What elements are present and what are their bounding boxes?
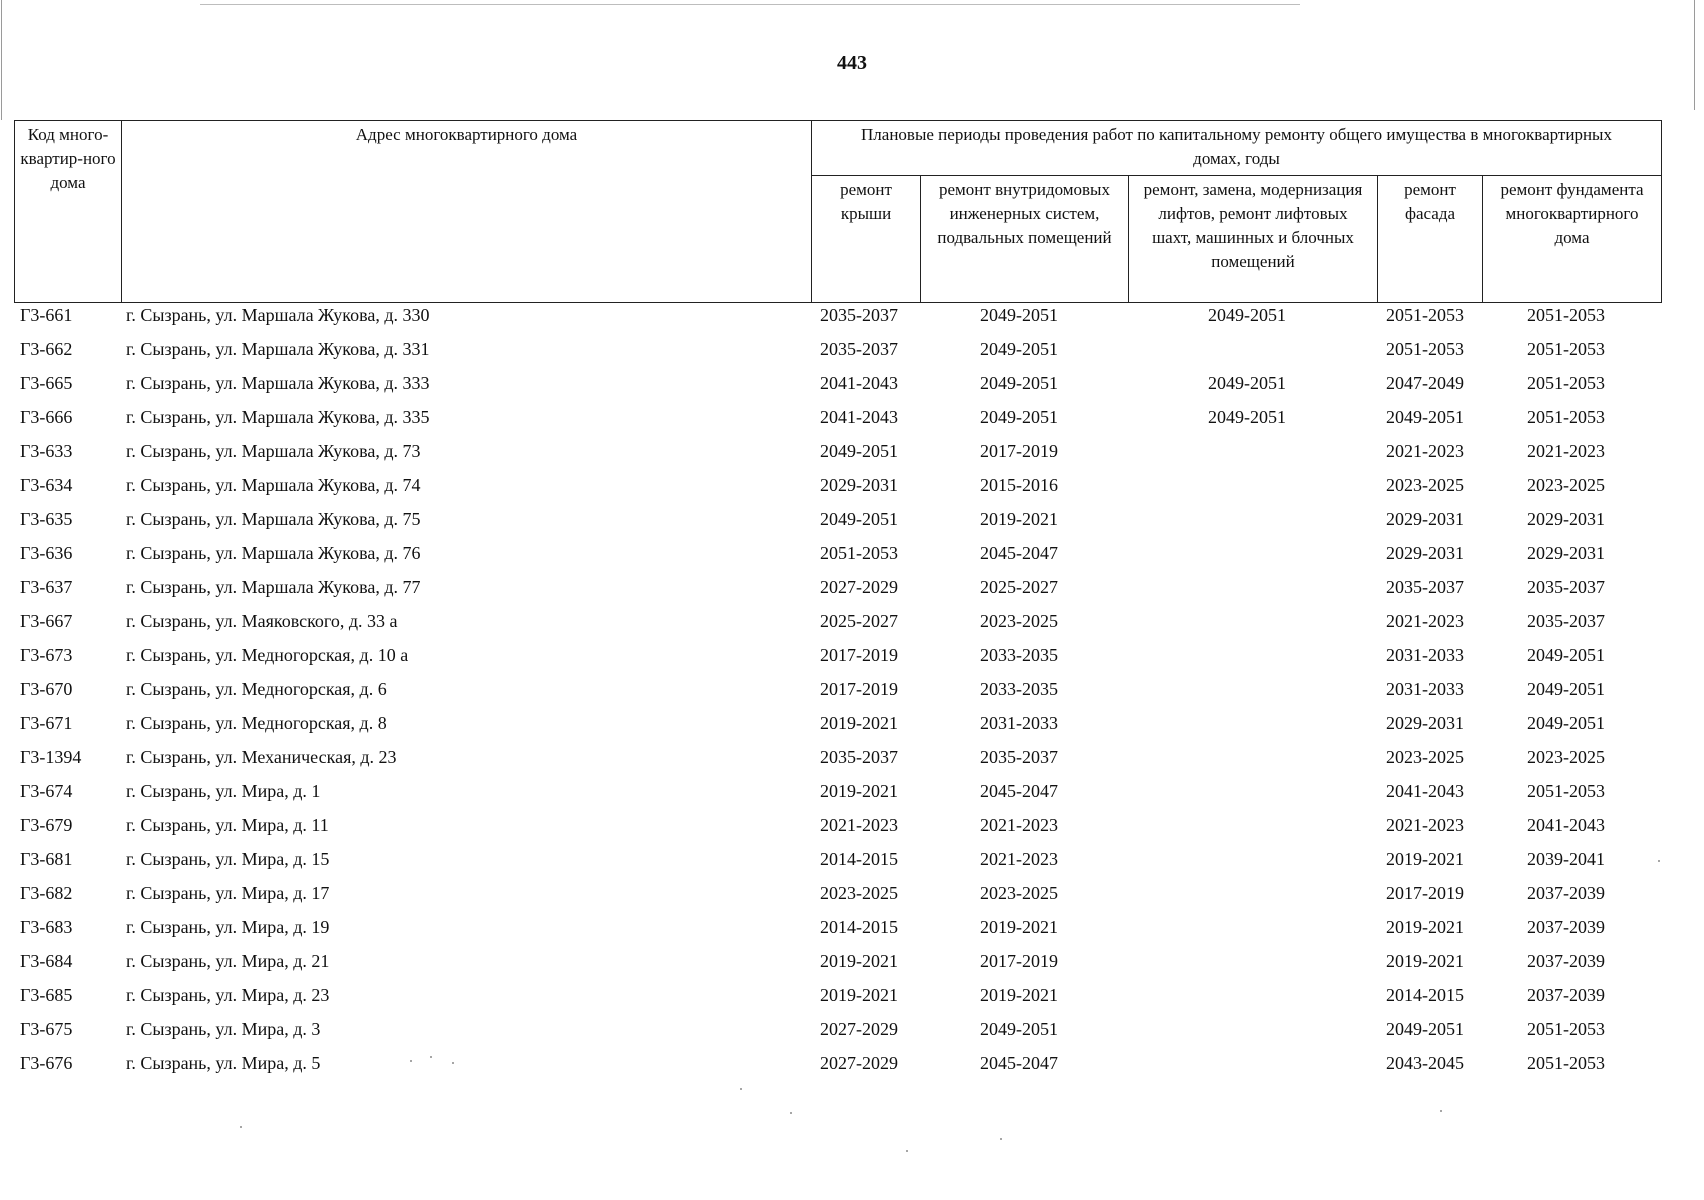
cell-engineering: 2019-2021 (980, 917, 1058, 937)
table-row (0, 1019, 1704, 1053)
cell-engineering: 2019-2021 (980, 985, 1058, 1005)
cell-foundation: 2051-2053 (1527, 781, 1605, 801)
cell-engineering: 2049-2051 (980, 407, 1058, 427)
header-code: Код много-квартир-ного дома (20, 125, 116, 192)
cell-facade: 2051-2053 (1386, 339, 1464, 359)
cell-engineering: 2049-2051 (980, 305, 1058, 325)
cell-code: Г3-671 (20, 713, 73, 733)
cell-foundation: 2051-2053 (1527, 1053, 1605, 1073)
cell-code: Г3-637 (20, 577, 73, 597)
cell-roof: 2041-2043 (820, 373, 898, 393)
cell-facade: 2014-2015 (1386, 985, 1464, 1005)
cell-engineering: 2049-2051 (980, 1019, 1058, 1039)
header-roof-cell (811, 175, 921, 303)
cell-foundation: 2049-2051 (1527, 645, 1605, 665)
cell-address: г. Сызрань, ул. Маршала Жукова, д. 331 (126, 339, 430, 359)
cell-code: Г3-674 (20, 781, 73, 801)
page-number: 443 (837, 52, 867, 74)
header-facade-cell (1377, 175, 1483, 303)
cell-code: Г3-1394 (20, 747, 82, 767)
cell-code: Г3-633 (20, 441, 73, 461)
scan-speck (906, 1150, 908, 1152)
cell-roof: 2021-2023 (820, 815, 898, 835)
cell-code: Г3-670 (20, 679, 73, 699)
cell-roof: 2035-2037 (820, 747, 898, 767)
scan-speck (430, 1056, 432, 1058)
scan-speck (240, 1126, 242, 1128)
cell-foundation: 2051-2053 (1527, 339, 1605, 359)
cell-roof: 2019-2021 (820, 985, 898, 1005)
cell-foundation: 2035-2037 (1527, 577, 1605, 597)
cell-roof: 2014-2015 (820, 917, 898, 937)
cell-facade: 2019-2021 (1386, 917, 1464, 937)
cell-roof: 2041-2043 (820, 407, 898, 427)
cell-engineering: 2045-2047 (980, 543, 1058, 563)
header-facade: ремонт фасада (1404, 180, 1456, 223)
cell-address: г. Сызрань, ул. Маршала Жукова, д. 75 (126, 509, 421, 529)
cell-code: Г3-634 (20, 475, 73, 495)
cell-facade: 2035-2037 (1386, 577, 1464, 597)
cell-code: Г3-682 (20, 883, 73, 903)
cell-address: г. Сызрань, ул. Маршала Жукова, д. 73 (126, 441, 421, 461)
cell-code: Г3-685 (20, 985, 73, 1005)
cell-address: г. Сызрань, ул. Мира, д. 11 (126, 815, 329, 835)
cell-roof: 2027-2029 (820, 1053, 898, 1073)
cell-foundation: 2023-2025 (1527, 475, 1605, 495)
cell-foundation: 2051-2053 (1527, 1019, 1605, 1039)
table-row (0, 305, 1704, 339)
cell-facade: 2019-2021 (1386, 849, 1464, 869)
cell-address: г. Сызрань, ул. Мира, д. 15 (126, 849, 330, 869)
cell-code: Г3-635 (20, 509, 73, 529)
cell-address: г. Сызрань, ул. Маршала Жукова, д. 76 (126, 543, 421, 563)
cell-foundation: 2037-2039 (1527, 883, 1605, 903)
table-row (0, 1053, 1704, 1087)
cell-facade: 2021-2023 (1386, 815, 1464, 835)
cell-address: г. Сызрань, ул. Мира, д. 5 (126, 1053, 321, 1073)
cell-facade: 2019-2021 (1386, 951, 1464, 971)
scan-speck (1658, 860, 1660, 862)
table-row (0, 781, 1704, 815)
table-row (0, 407, 1704, 441)
cell-code: Г3-684 (20, 951, 73, 971)
scan-speck (452, 1062, 454, 1064)
cell-code: Г3-673 (20, 645, 73, 665)
scan-edge-top (200, 4, 1300, 5)
header-code-cell (14, 120, 122, 303)
cell-address: г. Сызрань, ул. Маршала Жукова, д. 335 (126, 407, 430, 427)
cell-foundation: 2023-2025 (1527, 747, 1605, 767)
table-row (0, 373, 1704, 407)
cell-address: г. Сызрань, ул. Медногорская, д. 8 (126, 713, 387, 733)
scan-speck (1440, 1110, 1442, 1112)
cell-facade: 2021-2023 (1386, 441, 1464, 461)
cell-engineering: 2033-2035 (980, 679, 1058, 699)
cell-foundation: 2049-2051 (1527, 679, 1605, 699)
cell-foundation: 2021-2023 (1527, 441, 1605, 461)
cell-foundation: 2049-2051 (1527, 713, 1605, 733)
cell-address: г. Сызрань, ул. Медногорская, д. 10 а (126, 645, 409, 665)
cell-facade: 2023-2025 (1386, 475, 1464, 495)
scan-speck (410, 1060, 412, 1062)
cell-engineering: 2019-2021 (980, 509, 1058, 529)
cell-foundation: 2029-2031 (1527, 543, 1605, 563)
cell-lifts: 2049-2051 (1208, 373, 1286, 393)
cell-roof: 2014-2015 (820, 849, 898, 869)
cell-facade: 2031-2033 (1386, 679, 1464, 699)
cell-roof: 2027-2029 (820, 1019, 898, 1039)
header-foundation: ремонт фундамента многоквартирного дома (1500, 180, 1644, 247)
cell-engineering: 2015-2016 (980, 475, 1058, 495)
table-row (0, 611, 1704, 645)
cell-facade: 2029-2031 (1386, 713, 1464, 733)
cell-engineering: 2017-2019 (980, 441, 1058, 461)
cell-foundation: 2051-2053 (1527, 407, 1605, 427)
table-row (0, 441, 1704, 475)
cell-code: Г3-667 (20, 611, 73, 631)
cell-lifts: 2049-2051 (1208, 305, 1286, 325)
cell-engineering: 2035-2037 (980, 747, 1058, 767)
cell-engineering: 2045-2047 (980, 1053, 1058, 1073)
table-row (0, 917, 1704, 951)
cell-roof: 2051-2053 (820, 543, 898, 563)
header-periods-cell (811, 120, 1662, 176)
cell-roof: 2019-2021 (820, 781, 898, 801)
cell-foundation: 2051-2053 (1527, 373, 1605, 393)
cell-code: Г3-683 (20, 917, 73, 937)
scan-speck (790, 1112, 792, 1114)
table-row (0, 543, 1704, 577)
table-row (0, 679, 1704, 713)
table-row (0, 747, 1704, 781)
cell-address: г. Сызрань, ул. Мира, д. 17 (126, 883, 330, 903)
cell-engineering: 2031-2033 (980, 713, 1058, 733)
cell-foundation: 2037-2039 (1527, 917, 1605, 937)
cell-engineering: 2049-2051 (980, 373, 1058, 393)
table-row (0, 985, 1704, 1019)
cell-facade: 2029-2031 (1386, 543, 1464, 563)
cell-roof: 2035-2037 (820, 305, 898, 325)
cell-roof: 2049-2051 (820, 509, 898, 529)
header-address: Адрес многоквартирного дома (355, 125, 578, 144)
cell-code: Г3-681 (20, 849, 73, 869)
cell-address: г. Сызрань, ул. Маршала Жукова, д. 74 (126, 475, 421, 495)
table-row (0, 713, 1704, 747)
cell-facade: 2021-2023 (1386, 611, 1464, 631)
cell-engineering: 2017-2019 (980, 951, 1058, 971)
cell-facade: 2031-2033 (1386, 645, 1464, 665)
cell-code: Г3-665 (20, 373, 73, 393)
cell-foundation: 2029-2031 (1527, 509, 1605, 529)
header-roof: ремонт крыши (840, 180, 892, 223)
header-lifts-cell (1128, 175, 1378, 303)
cell-lifts: 2049-2051 (1208, 407, 1286, 427)
cell-code: Г3-676 (20, 1053, 73, 1073)
cell-foundation: 2037-2039 (1527, 951, 1605, 971)
table-row (0, 849, 1704, 883)
cell-facade: 2043-2045 (1386, 1053, 1464, 1073)
table-row (0, 475, 1704, 509)
table-row (0, 509, 1704, 543)
cell-facade: 2051-2053 (1386, 305, 1464, 325)
table-row (0, 883, 1704, 917)
cell-engineering: 2025-2027 (980, 577, 1058, 597)
cell-foundation: 2041-2043 (1527, 815, 1605, 835)
cell-engineering: 2021-2023 (980, 815, 1058, 835)
table-row (0, 951, 1704, 985)
scan-speck (740, 1088, 742, 1090)
cell-address: г. Сызрань, ул. Мира, д. 19 (126, 917, 330, 937)
header-engineering-cell (920, 175, 1129, 303)
cell-roof: 2027-2029 (820, 577, 898, 597)
header-address-cell (121, 120, 812, 303)
header-engineering: ремонт внутридомовых инженерных систем, подвальных помещений (937, 180, 1112, 247)
cell-foundation: 2039-2041 (1527, 849, 1605, 869)
cell-facade: 2049-2051 (1386, 407, 1464, 427)
cell-engineering: 2023-2025 (980, 883, 1058, 903)
cell-foundation: 2037-2039 (1527, 985, 1605, 1005)
header-periods-title: Плановые периоды проведения работ по капитальному ремонту общего имущества в многоквартирных домах, годы (861, 125, 1612, 168)
cell-roof: 2049-2051 (820, 441, 898, 461)
cell-roof: 2019-2021 (820, 951, 898, 971)
cell-address: г. Сызрань, ул. Маршала Жукова, д. 77 (126, 577, 421, 597)
table-row (0, 577, 1704, 611)
cell-facade: 2023-2025 (1386, 747, 1464, 767)
cell-address: г. Сызрань, ул. Механическая, д. 23 (126, 747, 397, 767)
cell-facade: 2017-2019 (1386, 883, 1464, 903)
cell-facade: 2029-2031 (1386, 509, 1464, 529)
cell-foundation: 2035-2037 (1527, 611, 1605, 631)
cell-roof: 2029-2031 (820, 475, 898, 495)
cell-address: г. Сызрань, ул. Маршала Жукова, д. 330 (126, 305, 430, 325)
cell-roof: 2023-2025 (820, 883, 898, 903)
cell-address: г. Сызрань, ул. Мира, д. 1 (126, 781, 321, 801)
cell-address: г. Сызрань, ул. Мира, д. 3 (126, 1019, 321, 1039)
cell-code: Г3-661 (20, 305, 73, 325)
cell-address: г. Сызрань, ул. Мира, д. 23 (126, 985, 330, 1005)
cell-engineering: 2033-2035 (980, 645, 1058, 665)
cell-facade: 2049-2051 (1386, 1019, 1464, 1039)
cell-roof: 2035-2037 (820, 339, 898, 359)
cell-address: г. Сызрань, ул. Маршала Жукова, д. 333 (126, 373, 430, 393)
cell-roof: 2017-2019 (820, 645, 898, 665)
cell-code: Г3-636 (20, 543, 73, 563)
cell-foundation: 2051-2053 (1527, 305, 1605, 325)
cell-roof: 2019-2021 (820, 713, 898, 733)
cell-engineering: 2049-2051 (980, 339, 1058, 359)
cell-address: г. Сызрань, ул. Мира, д. 21 (126, 951, 330, 971)
cell-engineering: 2045-2047 (980, 781, 1058, 801)
scan-speck (1000, 1138, 1002, 1140)
cell-engineering: 2021-2023 (980, 849, 1058, 869)
table-row (0, 645, 1704, 679)
header-lifts: ремонт, замена, модернизация лифтов, ремонт лифтовых шахт, машинных и блочных помещений (1143, 180, 1363, 271)
table-row (0, 815, 1704, 849)
cell-roof: 2017-2019 (820, 679, 898, 699)
cell-code: Г3-675 (20, 1019, 73, 1039)
cell-roof: 2025-2027 (820, 611, 898, 631)
cell-code: Г3-662 (20, 339, 73, 359)
cell-facade: 2041-2043 (1386, 781, 1464, 801)
cell-engineering: 2023-2025 (980, 611, 1058, 631)
cell-address: г. Сызрань, ул. Маяковского, д. 33 а (126, 611, 398, 631)
cell-facade: 2047-2049 (1386, 373, 1464, 393)
header-foundation-cell (1482, 175, 1662, 303)
cell-address: г. Сызрань, ул. Медногорская, д. 6 (126, 679, 387, 699)
cell-code: Г3-679 (20, 815, 73, 835)
cell-code: Г3-666 (20, 407, 73, 427)
table-row (0, 339, 1704, 373)
